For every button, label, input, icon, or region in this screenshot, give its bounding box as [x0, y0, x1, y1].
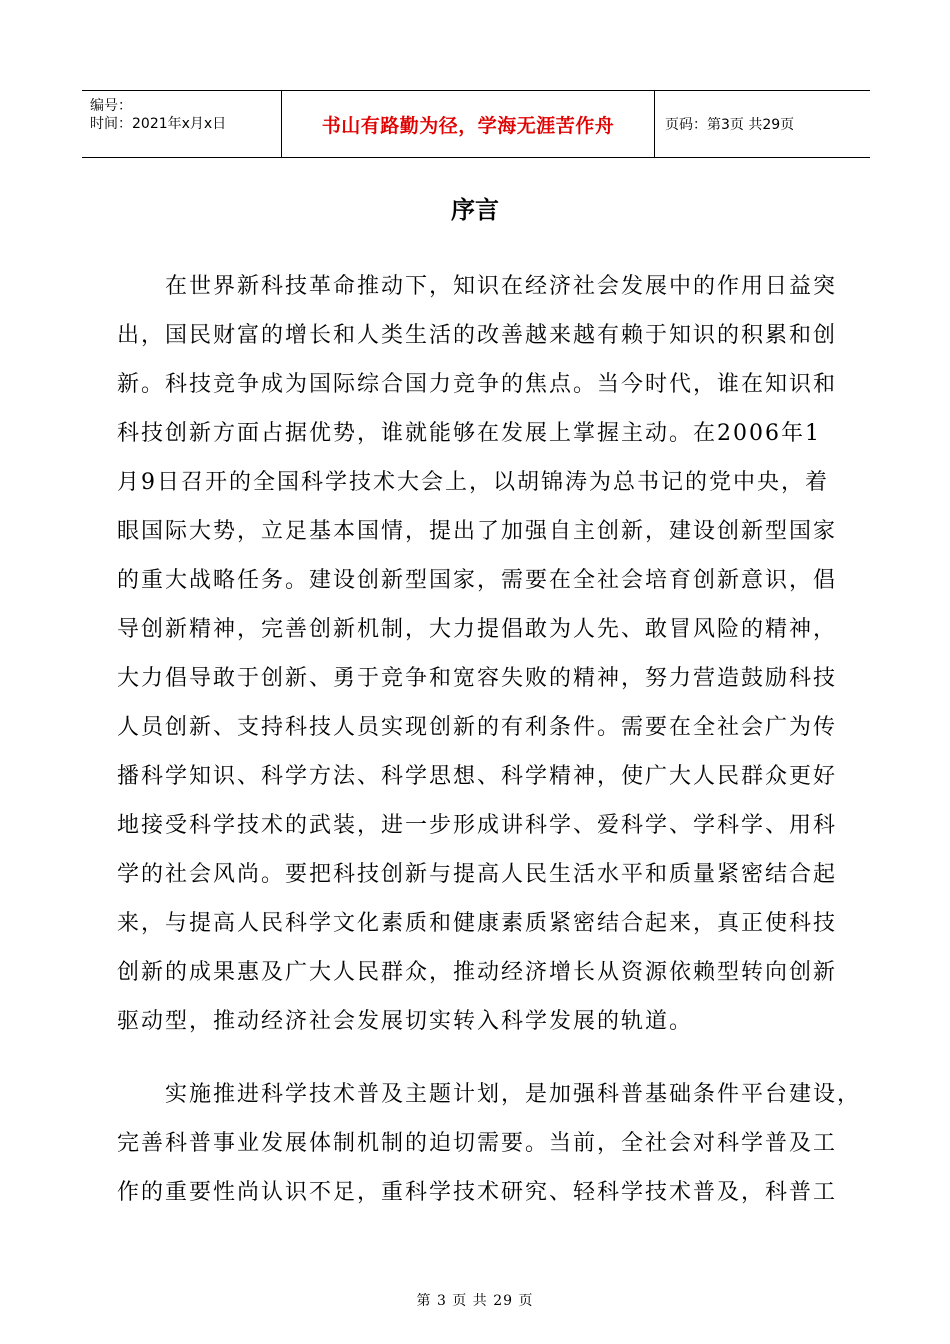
text-line: 创新的成果惠及广大人民群众，推动经济增长从资源依赖型转向创新: [117, 960, 838, 985]
paragraph: [117, 1070, 862, 1217]
text-line: 月9日召开的全国科学技术大会上，以胡锦涛为总书记的党中央，着: [117, 470, 829, 495]
header-page-cell: [655, 91, 870, 157]
text-line: 眼国际大势，立足基本国情，提出了加强自主创新，建设创新型国家: [117, 519, 838, 544]
paragraph-gap: [117, 1046, 834, 1070]
text-line: 实施推进科学技术普及主题计划，是加强科普基础条件平台建设，: [165, 1082, 862, 1107]
header-motto: 书山有路勤为径，学海无涯苦作舟: [321, 114, 615, 137]
text-line: 的重大战略任务。建设创新型国家，需要在全社会培育创新意识，倡: [117, 568, 838, 593]
header-meta-cell: [82, 91, 282, 157]
text-line: 作的重要性尚认识不足，重科学技术研究、轻科学技术普及，科普工: [117, 1180, 838, 1205]
text-line: 地接受科学技术的武装，进一步形成讲科学、爱科学、学科学、用科: [117, 813, 838, 838]
text-line: 来，与提高人民科学文化素质和健康素质紧密结合起来，真正使科技: [117, 911, 838, 936]
text-line: 出，国民财富的增长和人类生活的改善越来越有赖于知识的积累和创: [117, 323, 838, 348]
text-line: 学的社会风尚。要把科技创新与提高人民生活水平和质量紧密结合起: [117, 862, 838, 887]
header-motto-cell: [282, 91, 655, 157]
document-body: [117, 262, 862, 1217]
document-number-label: 编号：: [90, 98, 132, 114]
text-line: 驱动型，推动经济社会发展切实转入科学发展的轨道。: [117, 1009, 694, 1034]
page-header: [82, 90, 870, 158]
text-line: 播科学知识、科学方法、科学思想、科学精神，使广大人民群众更好: [117, 764, 838, 789]
document-time-label: 时间：2021年x月x日: [90, 116, 227, 132]
text-line: 导创新精神，完善创新机制，大力提倡敢为人先、敢冒风险的精神，: [117, 617, 838, 642]
paragraph: [117, 262, 838, 1046]
text-line: 新。科技竞争成为国际综合国力竞争的焦点。当今时代，谁在知识和: [117, 372, 838, 397]
text-line: 完善科普事业发展体制机制的迫切需要。当前，全社会对科学普及工: [117, 1131, 838, 1156]
text-line: 人员创新、支持科技人员实现创新的有利条件。需要在全社会广为传: [117, 715, 838, 740]
text-line: 科技创新方面占据优势，谁就能够在发展上掌握主动。在2006年1: [117, 421, 821, 446]
text-line: 在世界新科技革命推动下，知识在经济社会发展中的作用日益突: [165, 274, 838, 299]
header-page-label: 页码：第3页 共29页: [665, 117, 795, 133]
text-line: 大力倡导敢于创新、勇于竞争和宽容失败的精神，努力营造鼓励科技: [117, 666, 838, 691]
page-footer: 第 3 页 共 29 页: [416, 1293, 534, 1309]
document-title: 序言: [451, 196, 499, 224]
